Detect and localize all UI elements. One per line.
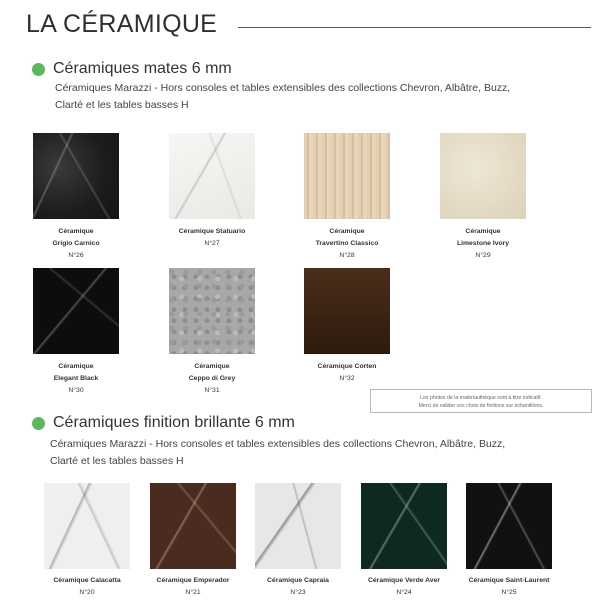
section-description: Céramiques Marazzi - Hors consoles et tables extensibles des collections Chevron, Albâtre, Buzz, Clarté et les tables basses H [55,82,511,111]
green-bullet-icon [32,417,45,430]
section-description: Céramiques Marazzi - Hors consoles et tables extensibles des collections Chevron, Albâtre, Buzz, Clarté et les tables basses H [50,438,506,467]
page-title: LA CÉRAMIQUE [26,10,218,38]
section-title: Céramiques finition brillante 6 mm [53,414,295,431]
green-bullet-icon [32,63,45,76]
disclaimer-note: Les photos de la matériauthèque sont à titre indicatif. Merci de valider vos choix de finitions sur échantillons. [370,389,592,413]
section-title: Céramiques mates 6 mm [53,60,232,77]
section-header-brillante [32,414,295,432]
title-divider [238,27,591,28]
section-header-mates [32,60,232,78]
